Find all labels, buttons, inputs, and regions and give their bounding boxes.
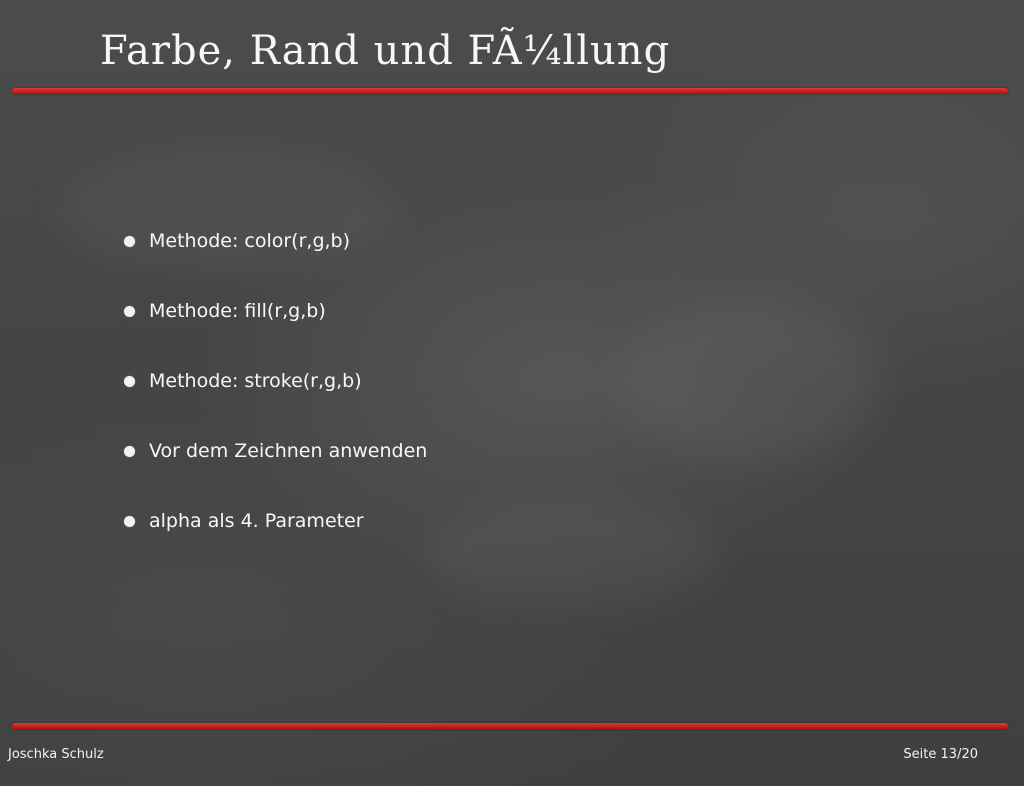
bullet-dot-icon [124, 306, 135, 317]
bullet-list [124, 223, 427, 573]
bullet-text: Methode: fill(r,g,b) [149, 300, 326, 322]
chalk-smudge [420, 500, 720, 610]
page-label: Seite [903, 747, 937, 762]
list-item [124, 223, 427, 259]
slide-title: Farbe, Rand und FÃ¼llung [100, 28, 671, 74]
bullet-text: Vor dem Zeichnen anwenden [149, 440, 428, 462]
bullet-text: Methode: stroke(r,g,b) [149, 370, 362, 392]
list-item [124, 293, 427, 329]
page-number: Seite 13/20 [903, 747, 978, 762]
page-total: 20 [961, 747, 978, 762]
page-current: 13 [940, 747, 958, 762]
list-item [124, 363, 427, 399]
title-underline-rule [12, 88, 1008, 94]
footer-author: Joschka Schulz [8, 747, 104, 762]
list-item [124, 433, 427, 469]
chalk-smudge [620, 300, 880, 460]
list-item [124, 503, 427, 539]
bullet-text: Methode: color(r,g,b) [149, 230, 351, 252]
bullet-dot-icon [124, 446, 135, 457]
bullet-dot-icon [124, 516, 135, 527]
bullet-text: alpha als 4. Parameter [149, 510, 364, 532]
bullet-dot-icon [124, 376, 135, 387]
footer-rule [12, 723, 1008, 729]
bullet-dot-icon [124, 236, 135, 247]
